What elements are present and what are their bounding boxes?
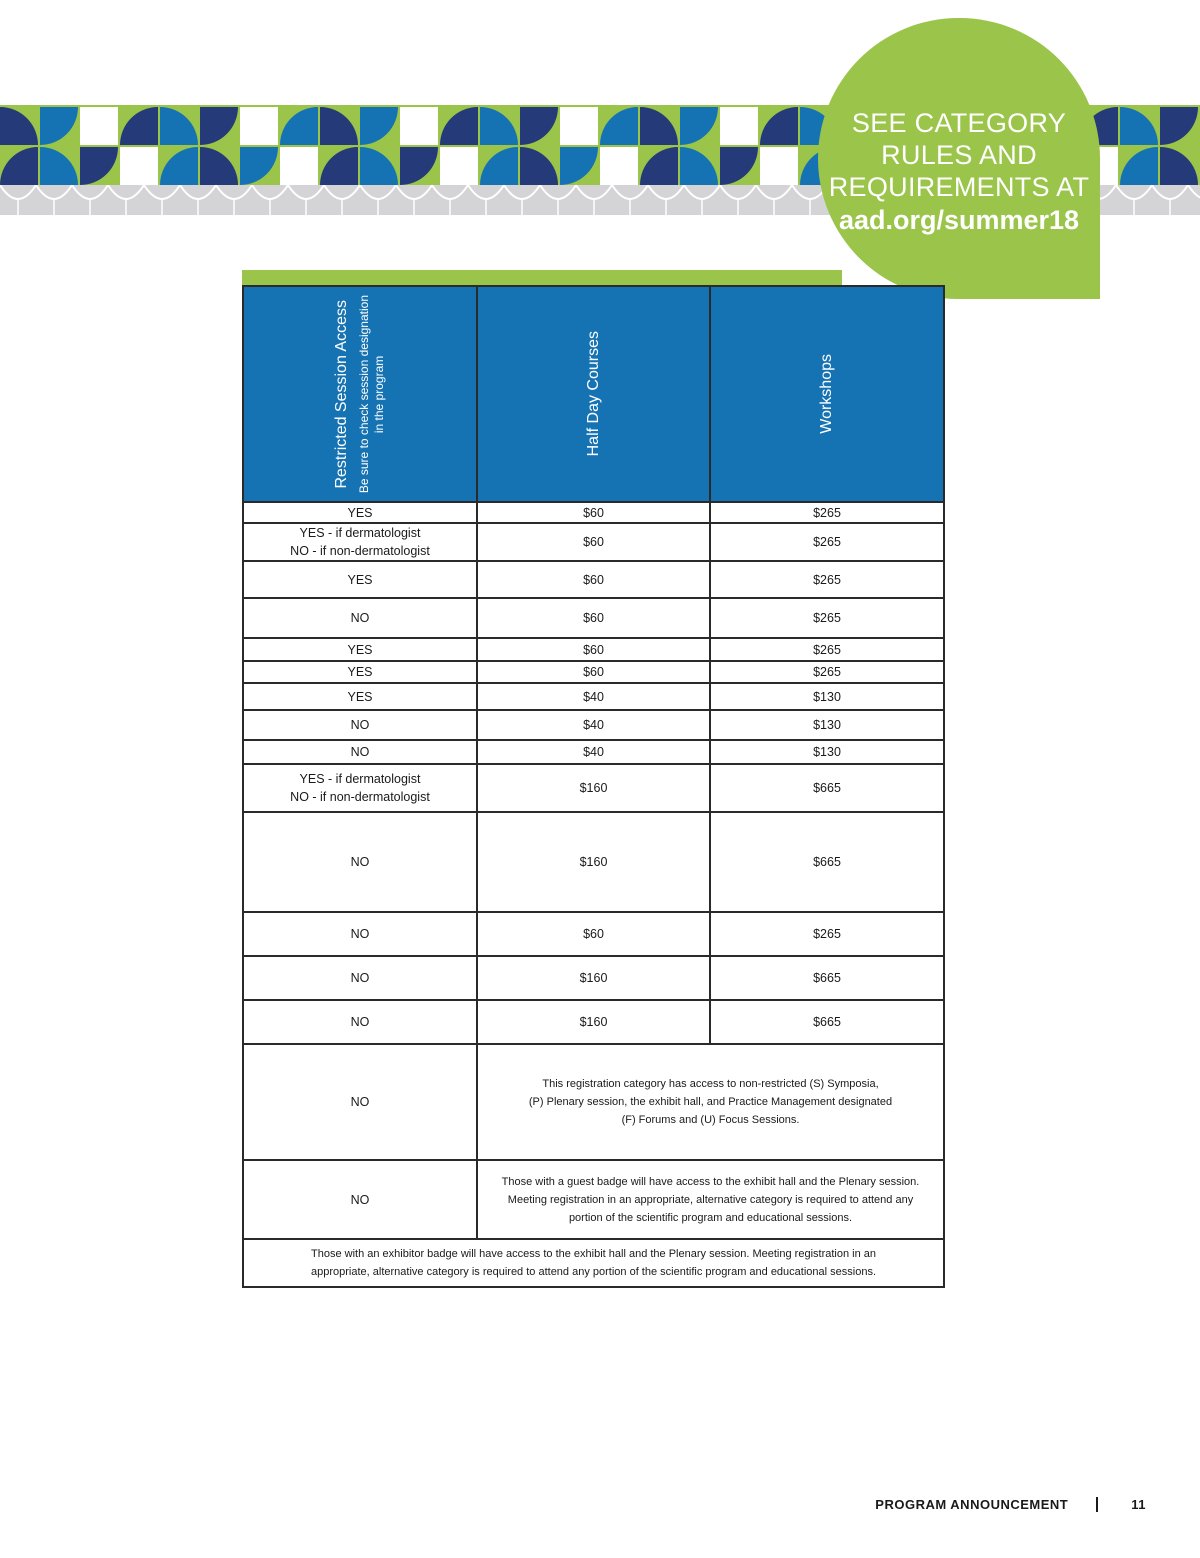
banner-tile-shape [760, 107, 798, 145]
banner-tile-shape [0, 107, 38, 145]
access-text: NO [350, 745, 370, 759]
callout-line-3: REQUIREMENTS AT [828, 171, 1090, 202]
banner-tile-shape [360, 107, 398, 145]
note-line: This registration category has access to non-restricted (S) Symposia, [542, 1078, 879, 1090]
category-rules-callout [818, 18, 1100, 299]
access-cell [243, 812, 477, 912]
banner-tile-shape [1160, 107, 1198, 145]
banner-tile-shape [520, 107, 558, 145]
table-row [243, 598, 944, 638]
banner-tile-shape [0, 147, 38, 185]
banner-tile-shape [360, 147, 398, 185]
banner-tile-shape [280, 107, 318, 145]
half-day-price-cell: $60 [477, 561, 710, 598]
banner-tile-shape [480, 147, 518, 185]
banner-tile-shape [80, 107, 118, 145]
table-row [243, 956, 944, 1000]
table-header-row [243, 286, 944, 502]
access-text: NO [350, 1015, 370, 1029]
banner-tile-shape [400, 147, 438, 185]
access-text: NO [350, 718, 370, 732]
table-note-row [243, 1044, 944, 1160]
access-text: YES - if dermatologist [299, 526, 421, 540]
table-row [243, 683, 944, 710]
access-text: NO [350, 927, 370, 941]
workshops-price-cell: $265 [710, 523, 944, 561]
access-text: YES [347, 642, 373, 657]
banner-tile-shape [560, 147, 598, 185]
workshops-price-cell: $665 [710, 764, 944, 812]
access-cell [243, 710, 477, 740]
banner-tile-shape [320, 107, 358, 145]
banner-tile-shape [1120, 107, 1158, 145]
access-text: NO [350, 611, 370, 625]
half-day-price-cell: $60 [477, 502, 710, 523]
access-cell: NO [243, 1044, 477, 1160]
half-day-price-cell: $60 [477, 598, 710, 638]
banner-tile-shape [40, 147, 78, 185]
footer-section-title: PROGRAM ANNOUNCEMENT [875, 1497, 1069, 1512]
half-day-price-cell: $40 [477, 683, 710, 710]
access-text: NO [350, 971, 370, 985]
table-row [243, 812, 944, 912]
banner-tile-shape [600, 107, 638, 145]
banner-tile-shape [680, 107, 718, 145]
note-line: (F) Forums and (U) Focus Sessions. [621, 1114, 800, 1126]
header-workshops-label: Workshops [818, 354, 835, 434]
banner-tile-shape [760, 147, 798, 185]
workshops-price-cell: $265 [710, 598, 944, 638]
workshops-price-cell: $265 [710, 502, 944, 523]
banner-tile-shape [520, 147, 558, 185]
note-line: Those with a guest badge will have access to the exhibit hall and the Plenary session. [501, 1175, 920, 1188]
table-row [243, 740, 944, 764]
banner-tile-shape [1120, 147, 1158, 185]
workshops-price-cell: $665 [710, 812, 944, 912]
note-line: portion of the scientific program and educational sessions. [568, 1211, 853, 1224]
half-day-price-cell: $60 [477, 523, 710, 561]
callout-line-2: RULES AND [881, 139, 1037, 170]
half-day-price-cell: $160 [477, 956, 710, 1000]
workshops-price-cell: $265 [710, 912, 944, 956]
category-note-cell [477, 1044, 944, 1160]
banner-tile-shape [120, 147, 158, 185]
table-row [243, 710, 944, 740]
header-restricted-session-access [243, 286, 477, 502]
table-row [243, 661, 944, 683]
half-day-price-cell: $40 [477, 710, 710, 740]
workshops-price-cell: $265 [710, 661, 944, 683]
banner-tile-shape [440, 107, 478, 145]
half-day-price-cell: $60 [477, 912, 710, 956]
access-cell [243, 598, 477, 638]
banner-tile-shape [720, 107, 758, 145]
banner-tile-shape [640, 147, 678, 185]
note-line: appropriate, alternative category is required to attend any portion of the scientific program and educational sessions. [311, 1266, 876, 1278]
banner-tile-shape [160, 107, 198, 145]
table-row [243, 912, 944, 956]
exhibitor-note-row [243, 1239, 944, 1287]
banner-tile-shape [240, 107, 278, 145]
header-restricted-subtitle-line1: Be sure to check session designation [357, 294, 371, 494]
banner-tile-shape [640, 107, 678, 145]
category-note-cell [477, 1160, 944, 1239]
access-cell [243, 561, 477, 598]
access-text: NO - if non-dermatologist [290, 544, 430, 558]
footer-page-number: 11 [1131, 1497, 1146, 1512]
access-text: YES [347, 572, 373, 587]
banner-tile-shape [440, 147, 478, 185]
banner-tile-shape [200, 107, 238, 145]
header-half-day-label: Half Day Courses [584, 331, 602, 457]
access-cell [243, 502, 477, 523]
workshops-price-cell: $665 [710, 1000, 944, 1044]
access-cell [243, 912, 477, 956]
table-row [243, 764, 944, 812]
half-day-price-cell: $40 [477, 740, 710, 764]
banner-tile-shape [80, 147, 118, 185]
access-cell [243, 661, 477, 683]
access-text: YES [347, 665, 373, 679]
header-restricted-subtitle-line2: in the program [372, 355, 386, 433]
callout-url-link[interactable]: aad.org/summer18 [838, 204, 1080, 235]
access-text: YES [347, 505, 373, 520]
banner-tile-shape [1160, 147, 1198, 185]
header-restricted-title: Restricted Session Access [333, 299, 350, 489]
access-cell [243, 764, 477, 812]
half-day-price-cell: $60 [477, 638, 710, 661]
table-top-bar [242, 270, 842, 285]
banner-tile-shape [480, 107, 518, 145]
access-cell: NO [243, 1160, 477, 1239]
access-cell [243, 638, 477, 661]
banner-tile-shape [40, 107, 78, 145]
table-row [243, 561, 944, 598]
workshops-price-cell: $130 [710, 740, 944, 764]
access-cell [243, 1000, 477, 1044]
banner-tile-shape [720, 147, 758, 185]
note-line: Meeting registration in an appropriate, alternative category is required to attend any [507, 1193, 914, 1206]
banner-tile-shape [160, 147, 198, 185]
callout-line-1: SEE CATEGORY [851, 107, 1067, 138]
table-row [243, 502, 944, 523]
half-day-price-cell: $160 [477, 1000, 710, 1044]
banner-tile-shape [120, 107, 158, 145]
table-note-row [243, 1160, 944, 1239]
banner-tile-shape [560, 107, 598, 145]
page-footer [875, 1497, 1146, 1512]
access-text: NO - if non-dermatologist [290, 790, 430, 804]
banner-tile-shape [320, 147, 358, 185]
registration-fees-table [242, 285, 945, 1288]
header-half-day-courses [477, 286, 710, 502]
workshops-price-cell: $265 [710, 638, 944, 661]
banner-tile-shape [280, 147, 318, 185]
half-day-price-cell: $160 [477, 764, 710, 812]
access-cell [243, 956, 477, 1000]
table-row [243, 638, 944, 661]
note-line: Those with an exhibitor badge will have access to the exhibit hall and the Plenary session. Meeting registration in an [311, 1248, 876, 1260]
banner-tile-shape [680, 147, 718, 185]
access-cell [243, 740, 477, 764]
access-text: YES [347, 689, 373, 704]
access-text: NO [350, 855, 370, 869]
table-row [243, 523, 944, 561]
table-row [243, 1000, 944, 1044]
banner-tile-shape [600, 147, 638, 185]
footer-separator [1096, 1497, 1098, 1512]
header-workshops [710, 286, 944, 502]
note-line: (P) Plenary session, the exhibit hall, and Practice Management designated [528, 1096, 893, 1108]
access-text: YES - if dermatologist [299, 772, 421, 786]
banner-tile-shape [240, 147, 278, 185]
workshops-price-cell: $130 [710, 683, 944, 710]
exhibitor-note-cell [243, 1239, 944, 1287]
workshops-price-cell: $665 [710, 956, 944, 1000]
half-day-price-cell: $160 [477, 812, 710, 912]
header-restricted-subtitle [357, 295, 387, 493]
half-day-price-cell: $60 [477, 661, 710, 683]
workshops-price-cell: $130 [710, 710, 944, 740]
access-cell [243, 683, 477, 710]
access-cell [243, 523, 477, 561]
banner-tile-shape [400, 107, 438, 145]
banner-tile-shape [200, 147, 238, 185]
workshops-price-cell: $265 [710, 561, 944, 598]
